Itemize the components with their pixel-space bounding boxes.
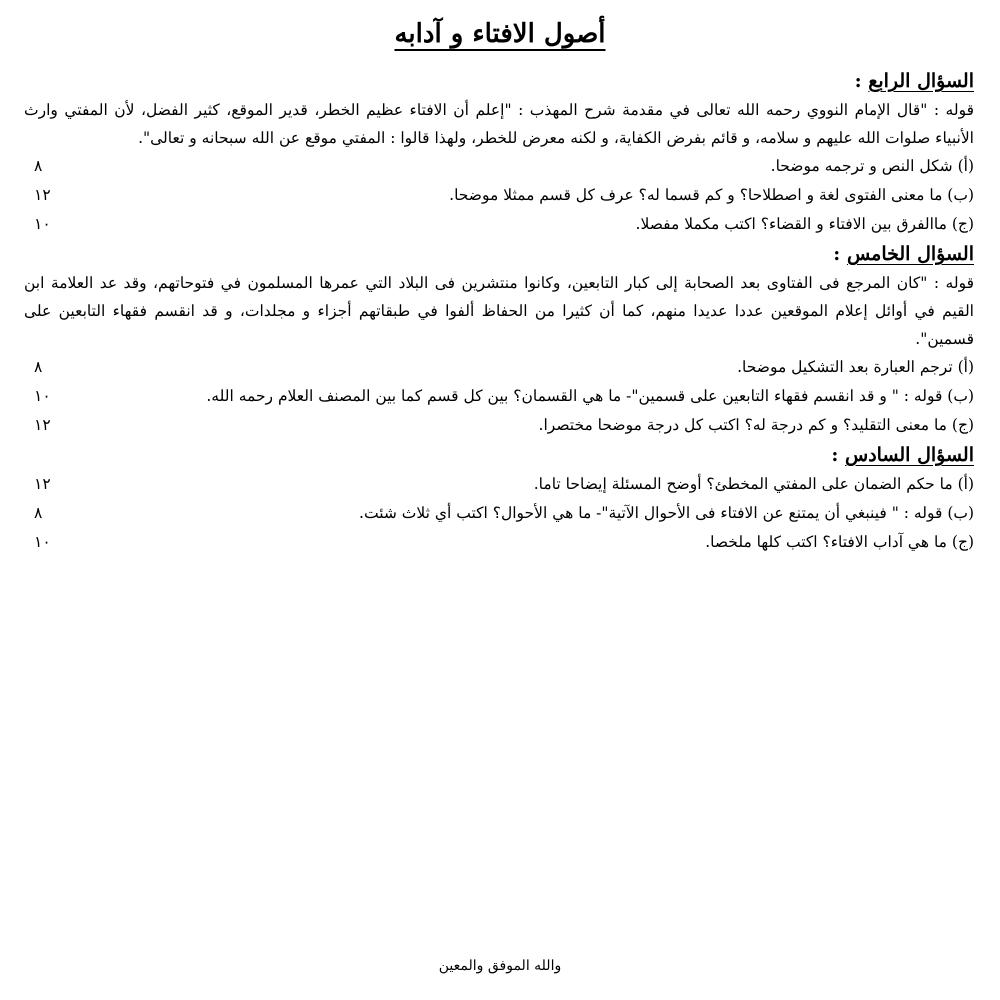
sub-question-a bbox=[24, 353, 974, 382]
question-marks: ١٢ bbox=[34, 475, 51, 493]
question-marks: ١٠ bbox=[34, 387, 51, 405]
document-title bbox=[0, 14, 1000, 54]
sub-question-a bbox=[24, 152, 974, 181]
sub-question-text: (ب) قوله : " فينبغي أن يمتنع عن الافتاء فى الأحوال الآتية"- ما هي الأحوال؟ اكتب أي ثلاث شئت. bbox=[359, 504, 974, 522]
question-marks: ١٠ bbox=[34, 533, 51, 551]
sub-question-text: (أ) ترجم العبارة بعد التشكيل موضحا. bbox=[737, 358, 974, 376]
section-heading bbox=[24, 440, 974, 470]
section-heading-colon: : bbox=[854, 70, 869, 92]
sub-question-text: (ج) ما معنى التقليد؟ و كم درجة له؟ اكتب كل درجة موضحا مختصرا. bbox=[538, 416, 974, 434]
section-heading-text: السؤال الرابع bbox=[868, 70, 974, 92]
sub-question-text: (ب) ما معنى الفتوى لغة و اصطلاحا؟ و كم قسما له؟ عرف كل قسم ممثلا موضحا. bbox=[449, 186, 974, 204]
question-section-4 bbox=[24, 66, 974, 239]
sub-question-a bbox=[24, 470, 974, 499]
question-marks: ٨ bbox=[34, 358, 43, 376]
section-heading-text: السؤال الخامس bbox=[846, 243, 974, 265]
sub-question-b bbox=[24, 181, 974, 210]
question-marks: ١٢ bbox=[34, 186, 51, 204]
sub-question-text: (ج) ماالفرق بين الافتاء و القضاء؟ اكتب مكملا مفصلا. bbox=[635, 215, 974, 233]
document-title-text: أصول الافتاء و آدابه bbox=[394, 19, 606, 49]
section-passage: قوله : "كان المرجع فى الفتاوى بعد الصحابة إلى كبار التابعين، وكانوا منتشرين فى البلاد التي عمرها المسلمون في فتوحاتهم، وقد عد العلامة ابن القيم في أوائل إعلام الموقعين عددا عديدا منهم، كما أن كثيرا من الحفاظ ألفوا في طبقاتهم أجزاء و مجلدات، و قد انقسم فقهاء التابعين على قسمين". bbox=[24, 274, 974, 348]
closing-line: والله الموفق والمعين bbox=[438, 958, 562, 974]
sub-question-b bbox=[24, 499, 974, 528]
sub-question-c bbox=[24, 528, 974, 557]
section-passage: قوله : "قال الإمام النووي رحمه الله تعالى في مقدمة شرح المهذب : "إعلم أن الافتاء عظيم الخطر، قدير الموقع، كثير الفضل، لأن المفتي وارث الأنبياء صلوات الله عليهم و سلامه، و قائم بفرض الكفاية، و لكنه معرض للخطر، ولهذا قالوا : المفتي موقع عن الله سبحانه و تعالى". bbox=[24, 101, 974, 147]
section-heading-colon: : bbox=[833, 243, 847, 265]
question-section-6 bbox=[24, 440, 974, 557]
sub-question-text: (ب) قوله : " و قد انقسم فقهاء التابعين على قسمين"- ما هي القسمان؟ بين كل قسم كما بين المصنف العلام رحمه الله. bbox=[206, 387, 974, 405]
section-heading bbox=[24, 66, 974, 96]
document-content bbox=[24, 66, 974, 557]
sub-question-text: (أ) ما حكم الضمان على المفتي المخطئ؟ أوضح المسئلة إيضاحا تاما. bbox=[533, 475, 974, 493]
sub-question-text: (أ) شكل النص و ترجمه موضحا. bbox=[770, 157, 974, 175]
section-heading-text: السؤال السادس bbox=[845, 444, 974, 466]
sub-question-c bbox=[24, 210, 974, 239]
section-heading bbox=[24, 239, 974, 269]
question-marks: ٨ bbox=[34, 504, 43, 522]
sub-question-c bbox=[24, 411, 974, 440]
question-marks: ١٠ bbox=[34, 215, 51, 233]
sub-question-b bbox=[24, 382, 974, 411]
section-heading-colon: : bbox=[831, 444, 845, 466]
question-marks: ٨ bbox=[34, 157, 43, 175]
sub-question-text: (ج) ما هي آداب الافتاء؟ اكتب كلها ملخصا. bbox=[705, 533, 974, 551]
question-section-5 bbox=[24, 239, 974, 440]
question-marks: ١٢ bbox=[34, 416, 51, 434]
